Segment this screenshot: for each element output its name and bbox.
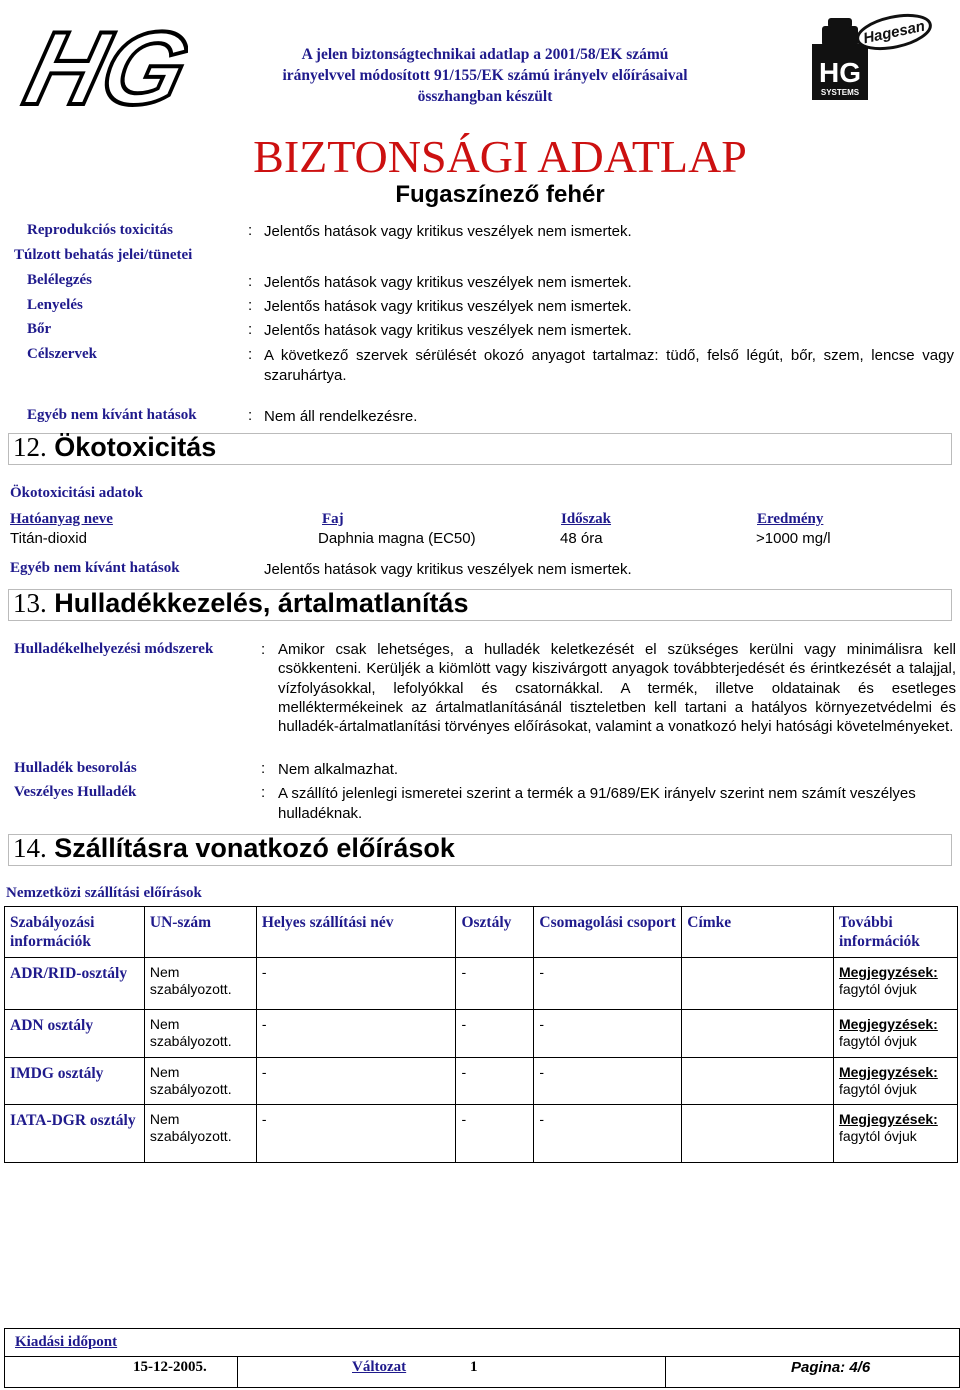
section-number: 13. bbox=[13, 588, 47, 618]
section-14-header bbox=[8, 834, 952, 866]
waste-label-hazardous: Veszélyes Hulladék bbox=[14, 784, 137, 800]
section-title: Hulladékkezelés, ártalmatlanítás bbox=[54, 588, 469, 618]
tox-label-reproduction: Reprodukciós toxicitás bbox=[27, 222, 173, 238]
row-shipping-name: - bbox=[256, 1010, 456, 1058]
note-label: Megjegyzések: bbox=[838, 1064, 938, 1080]
tox-label-other-effects: Egyéb nem kívánt hatások bbox=[27, 407, 197, 423]
th-un-number: UN-szám bbox=[144, 907, 256, 958]
footer-sep bbox=[237, 1356, 238, 1387]
section-title: Szállításra vonatkozó előírások bbox=[54, 833, 455, 863]
col-header-period: Időszak bbox=[561, 511, 612, 527]
row-label bbox=[682, 1058, 834, 1105]
th-label: Címke bbox=[682, 907, 834, 958]
colon: : bbox=[248, 222, 253, 239]
svg-text:Hagesan: Hagesan bbox=[861, 17, 927, 48]
row-name: IMDG osztály bbox=[5, 1058, 145, 1105]
tox-value-reproduction: Jelentős hatások vagy kritikus veszélyek nem ismertek. bbox=[264, 223, 632, 240]
colon: : bbox=[261, 641, 266, 658]
row-packing: - bbox=[534, 1010, 682, 1058]
eco-other-effects-label: Egyéb nem kívánt hatások bbox=[10, 560, 180, 576]
section-12-header bbox=[8, 433, 952, 465]
colon: : bbox=[248, 273, 253, 290]
table-row bbox=[5, 1105, 958, 1163]
col-header-species: Faj bbox=[322, 511, 344, 527]
page-footer bbox=[4, 1328, 960, 1388]
col-header-substance: Hatóanyag neve bbox=[10, 511, 113, 527]
table-row bbox=[5, 1010, 958, 1058]
note-label: Megjegyzések: bbox=[838, 964, 938, 980]
row-label bbox=[682, 1010, 834, 1058]
tox-value-ingestion: Jelentős hatások vagy kritikus veszélyek nem ismertek. bbox=[264, 298, 632, 315]
row-packing: - bbox=[534, 1058, 682, 1105]
section-number: 12. bbox=[13, 432, 47, 462]
row-un: Nem szabályozott. bbox=[144, 1105, 256, 1163]
row-shipping-name: - bbox=[256, 1058, 456, 1105]
colon: : bbox=[248, 297, 253, 314]
version-label: Változat bbox=[352, 1359, 407, 1375]
note-text: fagytól óvjuk bbox=[838, 1128, 917, 1144]
footer-sep bbox=[665, 1356, 666, 1387]
tox-label-inhalation: Belélegzés bbox=[27, 272, 92, 288]
svg-text:SYSTEMS: SYSTEMS bbox=[820, 88, 860, 97]
section-13-header bbox=[8, 589, 952, 621]
product-name: Fugaszínező fehér bbox=[395, 181, 605, 208]
th-class: Osztály bbox=[456, 907, 534, 958]
table-header-row bbox=[5, 907, 958, 958]
row-class: - bbox=[456, 1058, 534, 1105]
version-number: 1 bbox=[470, 1359, 478, 1375]
note-text: fagytól óvjuk bbox=[838, 1081, 917, 1097]
eco-other-effects-value: Jelentős hatások vagy kritikus veszélyek nem ismertek. bbox=[264, 561, 632, 578]
eco-sub-heading: Ökotoxicitási adatok bbox=[10, 485, 143, 501]
row-un: Nem szabályozott. bbox=[144, 958, 256, 1010]
cell-species: Daphnia magna (EC50) bbox=[318, 530, 476, 547]
section-title: Ökotoxicitás bbox=[54, 432, 217, 462]
tox-value-target-organs: A következő szervek sérülését okozó anyagot tartalmaz: tüdő, felső légút, bőr, szem, lencse vagy szaruhártya. bbox=[264, 347, 954, 384]
waste-value-hazardous: A szállító jelenlegi ismeretei szerint a termék a 91/689/EK irányelv szerint nem számít veszélyes hulladéknak. bbox=[278, 785, 916, 822]
section-number: 14. bbox=[13, 833, 47, 863]
row-shipping-name: - bbox=[256, 1105, 456, 1163]
th-regulatory: Szabályozási információk bbox=[5, 907, 145, 958]
transport-sub-heading: Nemzetközi szállítási előírások bbox=[6, 885, 202, 901]
colon: : bbox=[261, 784, 266, 801]
compliance-notice: A jelen biztonságtechnikai adatlap a 2001/58/EK számú irányelvvel módosított 91/155/EK számú irányelv előírásaival összhangban készült bbox=[282, 46, 688, 105]
waste-label-classification: Hulladék besorolás bbox=[14, 760, 137, 776]
row-additional bbox=[833, 1058, 957, 1105]
colon: : bbox=[261, 760, 266, 777]
tox-label-skin: Bőr bbox=[27, 321, 52, 337]
tox-label-overexposure: Túlzott behatás jelei/tünetei bbox=[14, 247, 193, 263]
waste-label-disposal: Hulladékelhelyezési módszerek bbox=[14, 641, 214, 657]
row-un: Nem szabályozott. bbox=[144, 1010, 256, 1058]
row-packing: - bbox=[534, 958, 682, 1010]
row-shipping-name: - bbox=[256, 958, 456, 1010]
issue-date-label: Kiadási időpont bbox=[15, 1334, 118, 1350]
row-class: - bbox=[456, 1010, 534, 1058]
table-row bbox=[5, 1058, 958, 1105]
document-title: BIZTONSÁGI ADATLAP bbox=[253, 131, 747, 182]
th-packing-group: Csomagolási csoport bbox=[534, 907, 682, 958]
colon: : bbox=[248, 407, 253, 424]
tox-value-inhalation: Jelentős hatások vagy kritikus veszélyek nem ismertek. bbox=[264, 274, 632, 291]
colon: : bbox=[248, 321, 253, 338]
note-label: Megjegyzések: bbox=[838, 1111, 938, 1127]
note-label: Megjegyzések: bbox=[838, 1016, 938, 1032]
hagesan-hg-systems-logo bbox=[808, 8, 934, 102]
cell-period: 48 óra bbox=[560, 530, 603, 547]
row-additional bbox=[833, 1010, 957, 1058]
hg-logo-left bbox=[8, 18, 188, 113]
row-label bbox=[682, 958, 834, 1010]
row-class: - bbox=[456, 958, 534, 1010]
col-header-result: Eredmény bbox=[757, 511, 824, 527]
note-text: fagytól óvjuk bbox=[838, 981, 917, 997]
row-un: Nem szabályozott. bbox=[144, 1058, 256, 1105]
waste-value-classification: Nem alkalmazhat. bbox=[278, 761, 399, 778]
row-class: - bbox=[456, 1105, 534, 1163]
th-shipping-name: Helyes szállítási név bbox=[256, 907, 456, 958]
cell-substance: Titán-dioxid bbox=[10, 530, 87, 547]
tox-value-skin: Jelentős hatások vagy kritikus veszélyek nem ismertek. bbox=[264, 322, 632, 339]
row-name: ADN osztály bbox=[5, 1010, 145, 1058]
cell-result: >1000 mg/l bbox=[756, 530, 831, 547]
tox-label-target-organs: Célszervek bbox=[27, 346, 97, 362]
row-name: IATA-DGR osztály bbox=[5, 1105, 145, 1163]
row-packing: - bbox=[534, 1105, 682, 1163]
row-additional bbox=[833, 1105, 957, 1163]
transport-table bbox=[4, 906, 958, 1163]
th-additional-info: További információk bbox=[833, 907, 957, 958]
issue-date: 15-12-2005. bbox=[133, 1359, 207, 1375]
row-additional bbox=[833, 958, 957, 1010]
tox-value-other-effects: Nem áll rendelkezésre. bbox=[264, 408, 418, 425]
svg-text:HG: HG bbox=[819, 57, 861, 88]
colon: : bbox=[248, 346, 253, 363]
page-number: Pagina: 4/6 bbox=[791, 1359, 871, 1376]
svg-text:HG: HG bbox=[14, 18, 188, 113]
table-row bbox=[5, 958, 958, 1010]
row-name: ADR/RID-osztály bbox=[5, 958, 145, 1010]
tox-label-ingestion: Lenyelés bbox=[27, 297, 83, 313]
note-text: fagytól óvjuk bbox=[838, 1033, 917, 1049]
waste-value-disposal: Amikor csak lehetséges, a hulladék keletkezését el szükséges kerülni vagy minimálisra kell csökkenteni. Kerüljék a kiömlött vagy kiszivárgott anyagok továbbterjedését és érintkezését a talajjal, vízfolyásokkal, lefolyókkal és csatornákkal. A termék, illetve oldatainak és esetleges melléktermékeinek az ártalmatlanításánál tiszteletben kell tartani a hatályos környezetvédelmi és hulladék-ártalmatlanítási törvényes előírásokat, valamint a vonatkozó helyi hatósági követelményeket. bbox=[278, 641, 956, 736]
row-label bbox=[682, 1105, 834, 1163]
